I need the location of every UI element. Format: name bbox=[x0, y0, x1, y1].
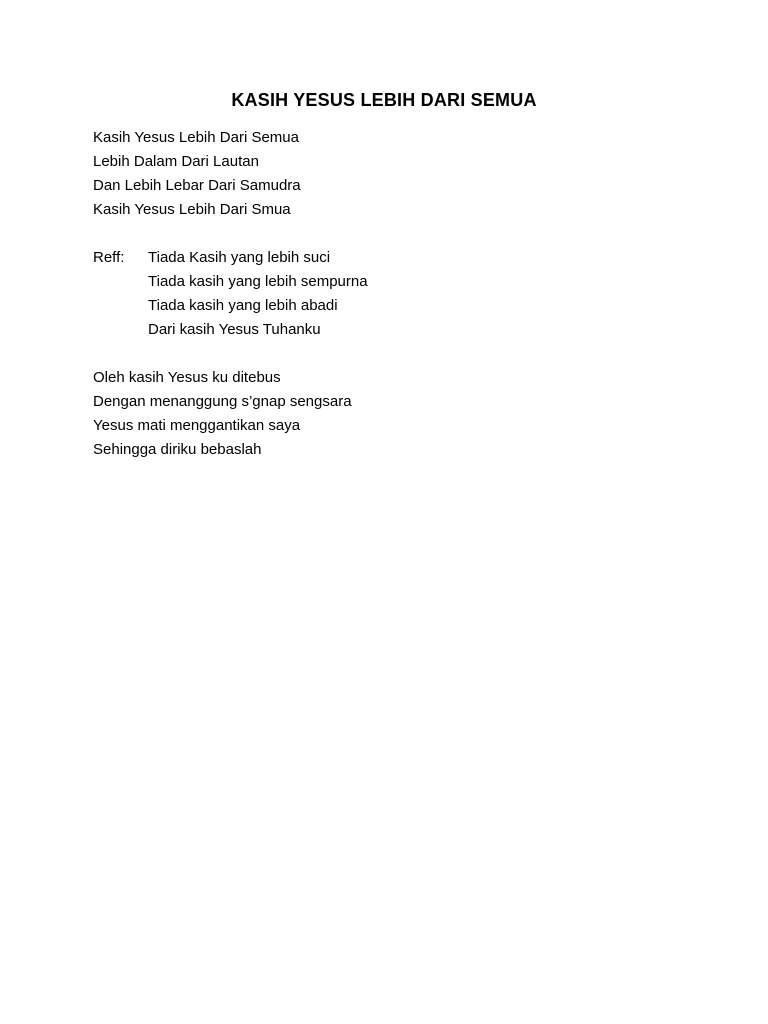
verse-line: Lebih Dalam Dari Lautan bbox=[93, 153, 259, 170]
chorus-line: Tiada kasih yang lebih abadi bbox=[148, 297, 338, 314]
chorus-line: Dari kasih Yesus Tuhanku bbox=[148, 321, 321, 338]
verse-line: Dengan menanggung s’gnap sengsara bbox=[93, 393, 352, 410]
verse-line: Oleh kasih Yesus ku ditebus bbox=[93, 369, 281, 386]
verse-line: Kasih Yesus Lebih Dari Smua bbox=[93, 201, 291, 218]
chorus-line: Tiada Kasih yang lebih suci bbox=[148, 249, 331, 266]
verse-line: Sehingga diriku bebaslah bbox=[93, 441, 262, 458]
verse-2 bbox=[93, 366, 693, 462]
lyrics-body bbox=[93, 126, 693, 462]
stanza-gap bbox=[93, 342, 693, 366]
chorus-label: Reff: bbox=[93, 249, 125, 266]
verse-line: Dan Lebih Lebar Dari Samudra bbox=[93, 177, 301, 194]
chorus-line: Tiada kasih yang lebih sempurna bbox=[148, 273, 368, 290]
verse-line: Kasih Yesus Lebih Dari Semua bbox=[93, 129, 299, 146]
stanza-gap bbox=[93, 222, 693, 246]
song-title: KASIH YESUS LEBIH DARI SEMUA bbox=[231, 90, 537, 110]
chorus-first-row bbox=[93, 246, 693, 270]
verse-line: Yesus mati menggantikan saya bbox=[93, 417, 301, 434]
verse-1 bbox=[93, 126, 693, 222]
chorus bbox=[93, 246, 693, 342]
